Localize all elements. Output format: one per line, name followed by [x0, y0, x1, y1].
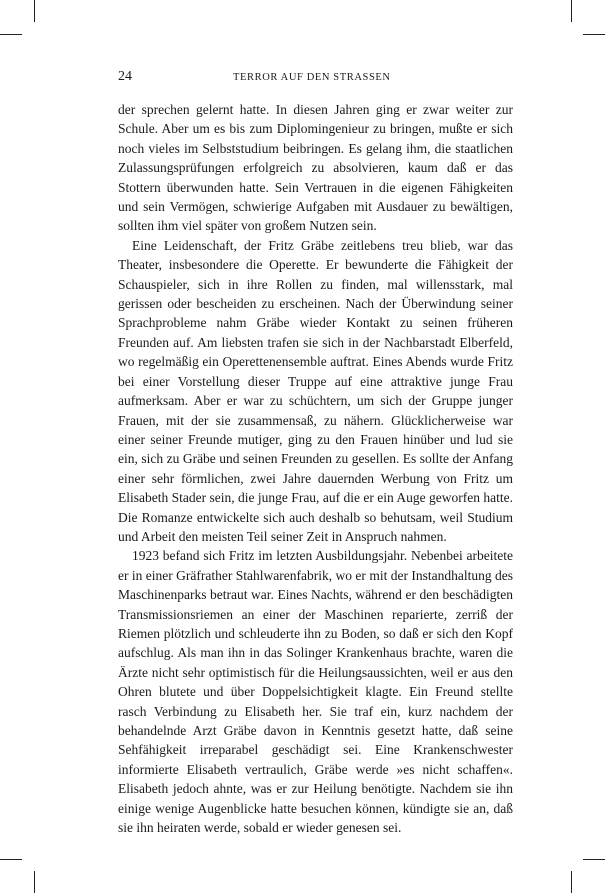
crop-mark-bottom-left-horizontal [0, 859, 22, 860]
crop-mark-bottom-left [34, 871, 35, 893]
page-number: 24 [118, 69, 132, 84]
crop-mark-bottom-right [571, 871, 572, 893]
body-text [118, 100, 513, 837]
crop-mark-top-right [571, 0, 572, 22]
running-title: TERROR AUF DEN STRASSEN [233, 72, 391, 83]
paragraph: der sprechen gelernt hatte. In diesen Jahren ging er zwar weiter zur Schule. Aber um es bis zum Diplomingenieur zu bringen, mußte er sich noch vieles im Selbststudium beibringen. Es gelang ihm, die staatlichen Zulassungsprüfungen erfolgreich zu absolvieren, kaum daß er das Stottern überwunden hatte. Sein Vertrauen in die eigenen Fähigkeiten und sein Vermögen, schwierige Aufgaben mit Ausdauer zu bewältigen, sollten ihm viel später von großem Nutzen sein. [118, 102, 513, 234]
crop-mark-top-left-horizontal [0, 34, 22, 35]
paragraph: 1923 befand sich Fritz im letzten Ausbildungsjahr. Nebenbei arbeitete er in einer Gräfrather Stahlwarenfabrik, wo er mit der Instandhaltung des Maschinenparks betraut war. Eines Nachts, während er den beschädigten Transmissionsriemen an einer der Maschinen reparierte, zerriß der Riemen plötzlich und schleuderte ihn zu Boden, so daß er sich den Kopf aufschlug. Als man ihn in das Solinger Krankenhaus brachte, waren die Ärzte nicht sehr optimistisch für die Heilungsaussichten, weil er aus den Ohren blutete und über Doppelsichtigkeit klagte. Ein Freund stellte rasch Verbindung zu Elisabeth her. Sie traf ein, kurz nachdem der behandelnde Arzt Gräbe davon in Kenntnis gesetzt hatte, daß seine Sehfähigkeit irreparabel geschädigt sei. Eine Krankenschwester informierte Elisabeth vertraulich, Gräbe werde »es nicht schaffen«. Elisabeth jedoch ahnte, was er zur Heilung benötigte. Nachdem sie ihn einige wenige Augenblicke hatte besuchen können, kündigte sie an, daß sie ihn heiraten werde, sobald er wieder genesen sei. [118, 548, 513, 836]
page-header [118, 69, 513, 89]
paragraph: Eine Leidenschaft, der Fritz Gräbe zeitlebens treu blieb, war das Theater, insbesondere die Operette. Er bewunderte die Fähigkeit der Schauspieler, sich in ihre Rollen zu finden, mal willensstark, mal gerissen oder bescheiden zu erscheinen. Nach der Überwindung seiner Sprachprobleme nahm Gräbe wieder Kontakt zu seinen früheren Freunden auf. Am liebsten trafen sie sich in der Nachbarstadt Elberfeld, wo regelmäßig ein Operettenensemble auftrat. Eines Abends wurde Fritz bei einer Vorstellung dieser Truppe auf eine attraktive junge Frau aufmerksam. Aber er war zu schüchtern, um sich der Gruppe junger Frauen, mit der sie zusammensaß, zu nähern. Glücklicherweise war einer seiner Freunde mutiger, ging zu den Frauen hinüber und lud sie ein, sich zu Gräbe und seinen Freunden zu gesellen. Es sollte der Anfang einer sehr förmlichen, zwei Jahre dauernden Werbung von Fritz um Elisabeth Stader sein, die junge Frau, auf die er ein Auge geworfen hatte. Die Romanze entwickelte sich auch deshalb so behutsam, weil Studium und Arbeit den meisten Teil seiner Zeit in Anspruch nahmen. [118, 237, 513, 544]
crop-mark-top-left [34, 0, 35, 22]
crop-mark-bottom-right-horizontal [583, 859, 605, 860]
crop-mark-top-right-horizontal [583, 34, 605, 35]
